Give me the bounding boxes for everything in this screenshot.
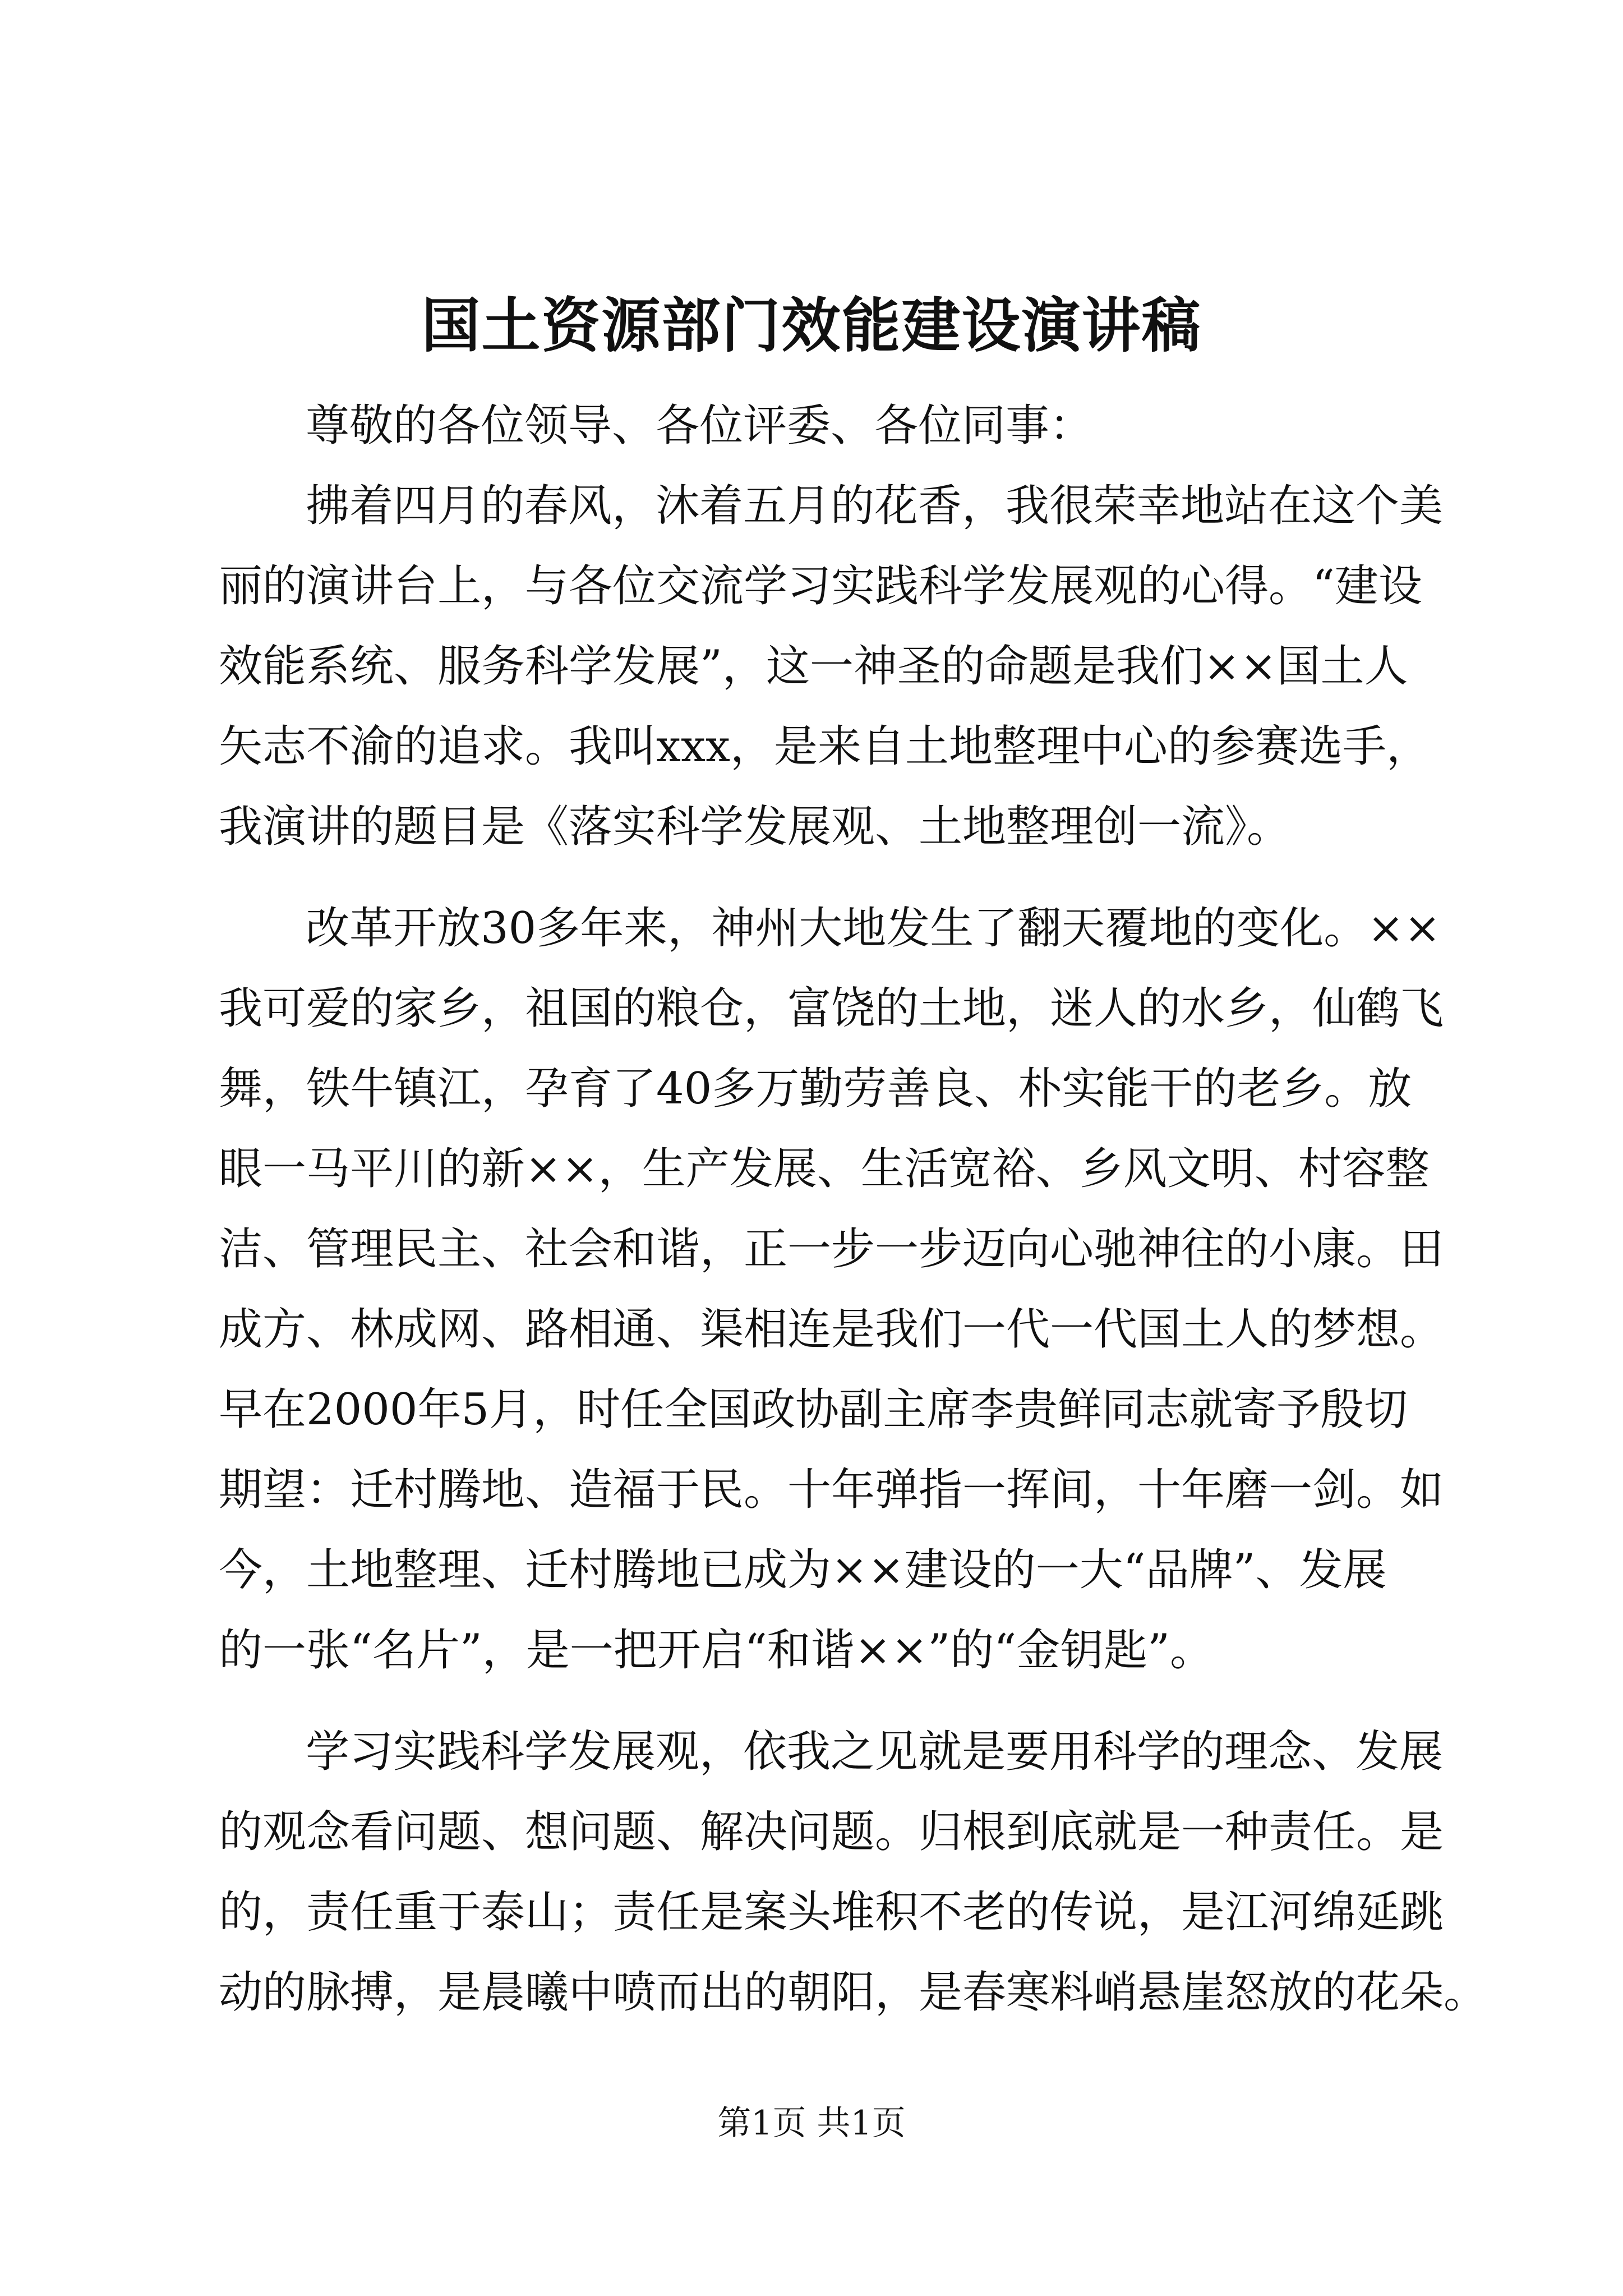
paragraph-1 bbox=[219, 466, 1444, 867]
paragraph-line: 的观念看问题、想问题、解决问题。归根到底就是一种责任。是 bbox=[219, 1807, 1444, 1857]
paragraph-line: 成方、林成网、路相通、渠相连是我们一代一代国土人的梦想。 bbox=[219, 1304, 1444, 1355]
paragraph-line: 丽的演讲台上，与各位交流学习实践科学发展观的心得。“建设 bbox=[219, 561, 1422, 611]
salutation: 尊敬的各位领导、各位评委、各位同事： bbox=[306, 401, 1094, 451]
paragraph-2 bbox=[219, 889, 1444, 1691]
paragraph-spacer bbox=[219, 1691, 1413, 1712]
paragraph-line: 拂着四月的春风，沐着五月的花香，我很荣幸地站在这个美 bbox=[306, 481, 1444, 531]
paragraph-line: 改革开放30多年来，神州大地发生了翻天覆地的变化。×× bbox=[306, 903, 1441, 954]
paragraph-line: 的一张“名片”，是一把开启“和谐××”的“金钥匙”。 bbox=[219, 1625, 1214, 1676]
paragraph-line: 矢志不渝的追求。我叫xxx，是来自土地整理中心的参赛选手， bbox=[219, 721, 1430, 772]
paragraph-line: 早在2000年5月，时任全国政协副主席李贵鲜同志就寄予殷切 bbox=[219, 1384, 1408, 1435]
page-footer: 第1页 共1页 bbox=[717, 2104, 906, 2143]
paragraph-line: 眼一马平川的新××，生产发展、生活宽裕、乡风文明、村容整 bbox=[219, 1144, 1430, 1194]
document-title: 国土资源部门效能建设演讲稿 bbox=[421, 291, 1202, 360]
paragraph-line: 动的脉搏，是晨曦中喷而出的朝阳，是春寒料峭悬崖怒放的花朵。 bbox=[219, 1967, 1488, 2018]
paragraph-line: 我演讲的题目是《落实科学发展观、土地整理创一流》。 bbox=[219, 802, 1291, 852]
paragraph-line: 效能系统、服务科学发展”，这一神圣的命题是我们××国土人 bbox=[219, 641, 1408, 692]
paragraph-3 bbox=[219, 1712, 1488, 2033]
document-body bbox=[219, 386, 1488, 2033]
paragraph-line: 今，土地整理、迁村腾地已成为××建设的一大“品牌”、发展 bbox=[219, 1545, 1387, 1595]
paragraph-line: 舞，铁牛镇江，孕育了40多万勤劳善良、朴实能干的老乡。放 bbox=[219, 1064, 1412, 1114]
paragraph-spacer bbox=[219, 867, 1413, 889]
paragraph-line: 我可爱的家乡，祖国的粮仓，富饶的土地，迷人的水乡，仙鹤飞 bbox=[219, 983, 1444, 1034]
paragraph-line: 的，责任重于泰山；责任是案头堆积不老的传说，是江河绵延跳 bbox=[219, 1887, 1444, 1938]
paragraph-line: 学习实践科学发展观，依我之见就是要用科学的理念、发展 bbox=[306, 1727, 1444, 1777]
paragraph-line: 期望：迁村腾地、造福于民。十年弹指一挥间，十年磨一剑。如 bbox=[219, 1465, 1444, 1515]
paragraph-line: 洁、管理民主、社会和谐，正一步一步迈向心驰神往的小康。田 bbox=[219, 1224, 1444, 1274]
